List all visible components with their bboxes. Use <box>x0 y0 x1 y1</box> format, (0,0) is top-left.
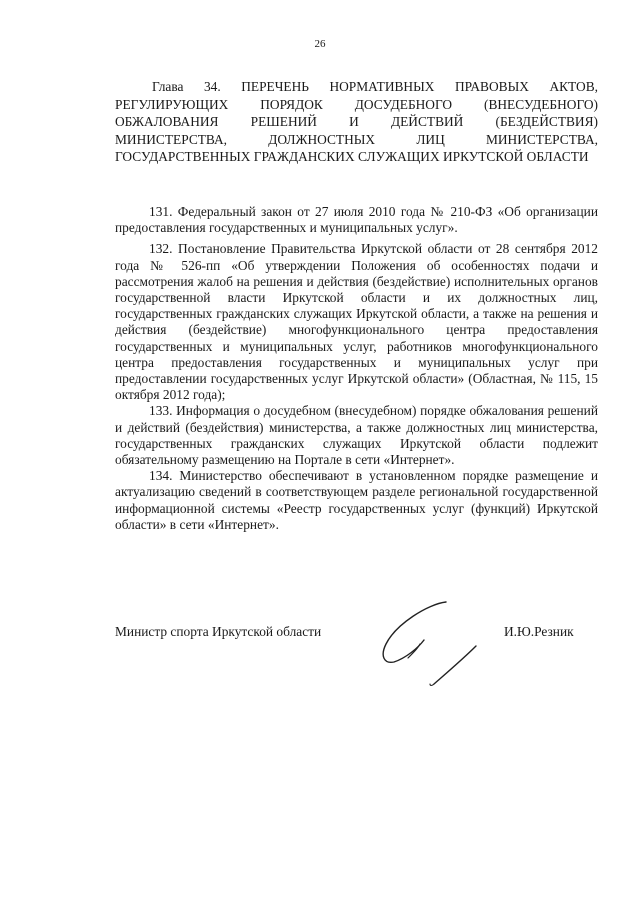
paragraph-134: 134. Министерство обеспечивают в установленном порядке размещение и актуализацию сведений в соответствующем разделе региональной государственной информационной системы «Реестр государственных услуг (функций) Иркутской области» в сети «Интернет». <box>115 468 598 532</box>
page-number: 26 <box>314 38 326 50</box>
paragraph-131: 131. Федеральный закон от 27 июля 2010 года № 210-ФЗ «Об организации предоставления государственных и муниципальных услуг». <box>115 204 598 236</box>
handwritten-signature <box>378 596 488 691</box>
chapter-title: Глава 34. ПЕРЕЧЕНЬ НОРМАТИВНЫХ ПРАВОВЫХ АКТОВ, РЕГУЛИРУЮЩИХ ПОРЯДОК ДОСУДЕБНОГО (ВНЕСУДЕБНОГО) ОБЖАЛОВАНИЯ РЕШЕНИЙ И ДЕЙСТВИЙ (БЕЗДЕЙСТВИЯ) МИНИСТЕРСТВА, ДОЛЖНОСТНЫХ ЛИЦ МИНИСТЕРСТВА, ГОСУДАРСТВЕННЫХ ГРАЖДАНСКИХ СЛУЖАЩИХ ИРКУТСКОЙ ОБЛАСТИ <box>115 79 598 164</box>
paragraph-132: 132. Постановление Правительства Иркутской области от 28 сентября 2012 года № 526-пп «Об утверждении Положения об особенностях подачи и рассмотрения жалоб на решения и действия (бездействие) исполнительных органов государственной власти Иркутской области и их должностных лиц, государственных гражданских служащих Иркутской области, а также на решения и действия (бездействие) многофункционального центра предоставления государственных и муниципальных услуг, работников многофункционального центра предоставления государственных и муниципальных услуг при предоставлении государственных услуг Иркутской области» (Областная, № 115, 15 октября 2012 года); <box>115 241 598 403</box>
signatory-title: Министр спорта Иркутской области <box>115 624 322 639</box>
signatory-name: И.Ю.Резник <box>504 624 574 639</box>
document-body <box>115 204 598 533</box>
paragraph-133: 133. Информация о досудебном (внесудебном) порядке обжалования решений и действий (бездействия) министерства, а также должностных лиц министерства, государственных гражданских служащих Иркутской области подлежит обязательному размещению на Портале в сети «Интернет». <box>115 403 598 468</box>
